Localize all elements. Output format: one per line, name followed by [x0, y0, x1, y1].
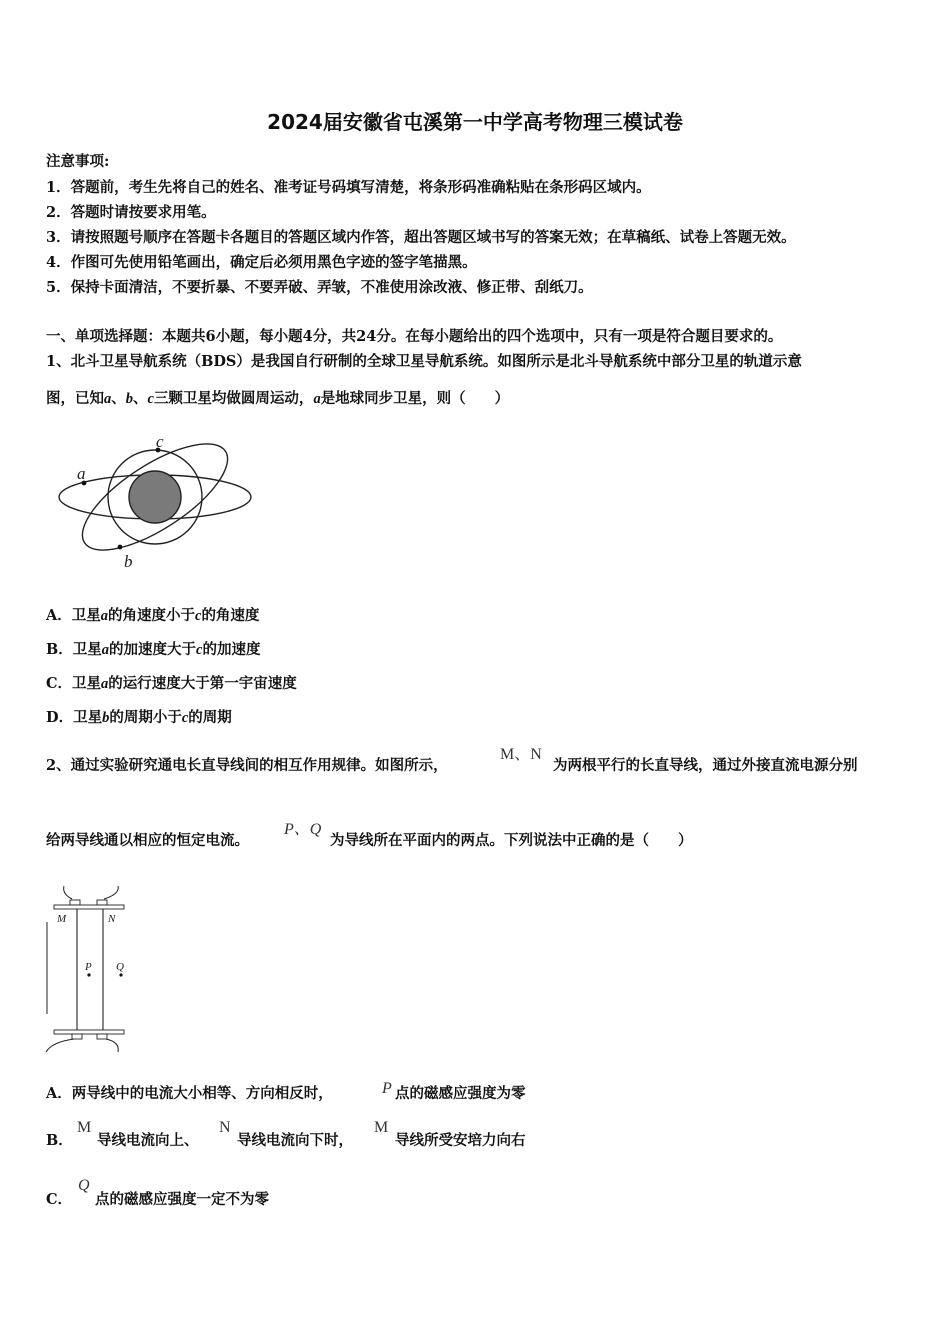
q2-option-a-post[interactable]: 点的磁感应强度为零 — [395, 1085, 526, 1102]
satellite-b-dot — [118, 545, 123, 550]
label-c: c — [156, 432, 164, 451]
point-p-dot — [87, 973, 90, 976]
q1-option-a[interactable]: A．卫星a的角速度小于c的角速度 — [46, 607, 260, 624]
point-q-dot — [119, 973, 122, 976]
notice-item: 2．答题时请按要求用笔。 — [46, 204, 216, 221]
page-title: 2024届安徽省屯溪第一中学高考物理三模试卷 — [267, 110, 683, 134]
notice-heading: 注意事项: — [46, 153, 110, 170]
q2-option-c-var: Q — [78, 1177, 90, 1194]
q1-option-d[interactable]: D．卫星b的周期小于c的周期 — [46, 709, 232, 726]
q1-stem-line2: 图，已知a、b、c三颗卫星均做圆周运动，a是地球同步卫星，则（ ） — [46, 390, 510, 407]
parallel-wires-figure — [42, 882, 132, 1057]
q2-pq-formula: P、Q — [284, 821, 322, 838]
label-p: P — [85, 961, 92, 973]
q2-option-b-var1: M — [77, 1119, 92, 1136]
q2-stem-line1-post: 为两根平行的长直导线，通过外接直流电源分别 — [553, 757, 858, 774]
notice-item: 1．答题前，考生先将自己的姓名、准考证号码填写清楚，将条形码准确粘贴在条形码区域内。 — [46, 179, 651, 196]
notice-item: 5．保持卡面清洁，不要折暴、不要弄破、弄皱，不准使用涂改液、修正带、刮纸刀。 — [46, 279, 593, 296]
top-support-bar — [54, 905, 124, 909]
q1-option-c[interactable]: C．卫星a的运行速度大于第一宇宙速度 — [46, 675, 297, 692]
label-b: b — [124, 552, 133, 571]
q2-option-c-pre[interactable]: C． — [46, 1191, 73, 1208]
q2-stem-line1-pre: 2、通过实验研究通电长直导线间的相互作用规律。如图所示， — [46, 757, 448, 774]
q2-option-a-pre[interactable]: A．两导线中的电流大小相等、方向相反时， — [46, 1085, 333, 1102]
q2-stem-line2-post: 为导线所在平面内的两点。下列说法中正确的是（ ） — [330, 832, 693, 849]
label-a: a — [77, 464, 86, 483]
label-n: N — [108, 913, 116, 925]
earth — [129, 471, 181, 523]
q2-option-b-text1[interactable]: 导线电流向上、 — [97, 1132, 199, 1149]
q2-option-b-pre[interactable]: B． — [46, 1132, 73, 1149]
notice-item: 3．请按照题号顺序在答题卡各题目的答题区域内作答，超出答题区域书写的答案无效；在草稿纸、试卷上答题无效。 — [46, 229, 796, 246]
section-heading: 一、单项选择题：本题共6小题，每小题4分，共24分。在每小题给出的四个选项中，只有一项是符合题目要求的。 — [46, 328, 783, 345]
q2-option-b-text3[interactable]: 导线所受安培力向右 — [395, 1132, 526, 1149]
label-q: Q — [116, 961, 124, 973]
q2-stem-line2-pre: 给两导线通以相应的恒定电流。 — [46, 832, 249, 849]
satellite-orbit-figure — [50, 428, 280, 578]
q2-option-c-post[interactable]: 点的磁感应强度一定不为零 — [95, 1191, 269, 1208]
q2-option-b-var2: N — [219, 1119, 231, 1136]
q2-option-b-text2[interactable]: 导线电流向下时， — [237, 1132, 353, 1149]
label-m: M — [57, 913, 67, 925]
q1-option-b[interactable]: B．卫星a的加速度大于c的加速度 — [46, 641, 261, 658]
q2-mn-formula: M、N — [500, 746, 542, 763]
q2-option-b-var3: M — [374, 1119, 389, 1136]
q1-stem-line1: 1、北斗卫星导航系统（BDS）是我国自行研制的全球卫星导航系统。如图所示是北斗导航系统中部分卫星的轨道示意 — [46, 353, 802, 370]
q2-option-a-var: P — [382, 1080, 392, 1097]
bottom-support-bar — [54, 1030, 124, 1034]
notice-item: 4．作图可先使用铅笔画出，确定后必须用黑色字迹的签字笔描黑。 — [46, 254, 477, 271]
